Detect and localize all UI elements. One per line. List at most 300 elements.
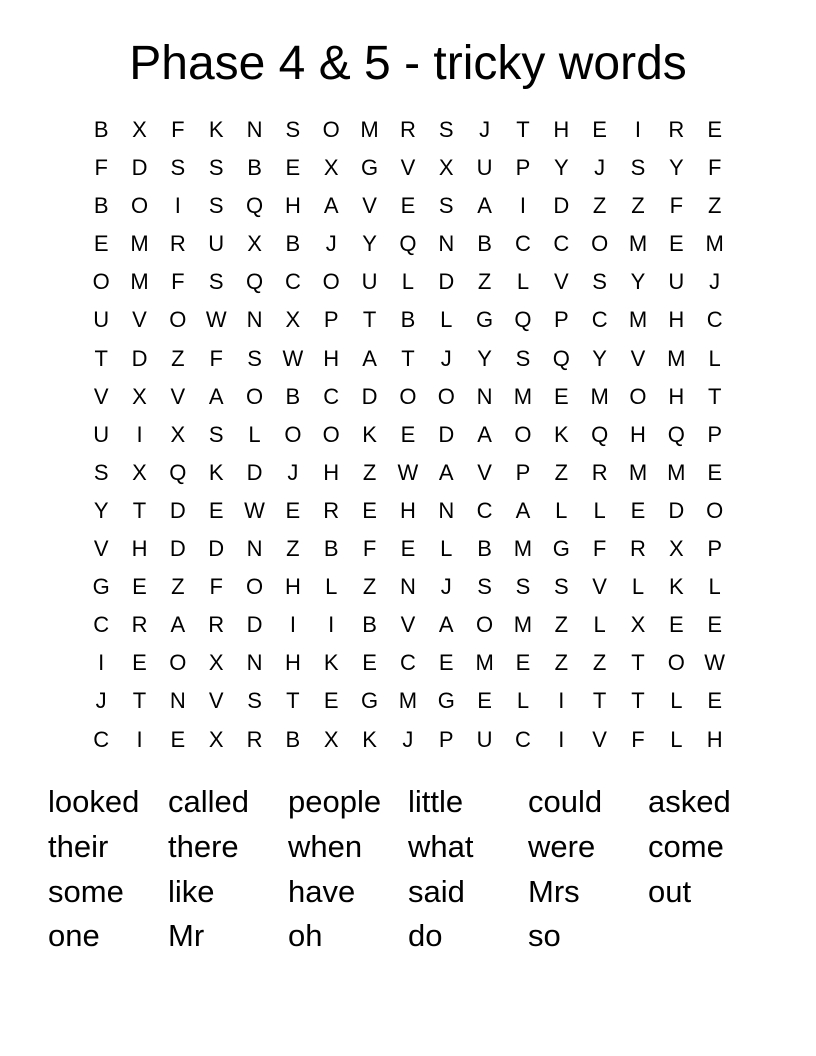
grid-letter: X [323,155,339,181]
grid-letter: S [247,345,262,371]
grid-letter: H [399,497,416,523]
grid-letter: Q [591,421,609,447]
grid-letter: I [558,726,565,752]
grid-letter: B [477,231,492,257]
grid-letter: R [208,612,225,638]
grid-letter: E [400,421,416,447]
grid-letter: W [397,459,419,485]
grid-letter: J [440,345,452,371]
grid-letter: H [630,421,646,447]
grid-letter: D [438,421,455,447]
grid-letter: D [246,459,263,485]
grid-letter: N [246,536,263,562]
grid-row [82,721,734,759]
grid-letter: S [477,574,492,600]
grid-letter: M [590,383,609,409]
grid-letter: O [322,269,340,295]
grid-letter: Y [93,497,109,523]
word-item: oh [288,918,323,954]
grid-letter: F [592,536,607,562]
grid-letter: J [709,269,721,295]
grid-letter: T [707,383,722,409]
grid-letter: V [553,269,569,295]
grid-letter: I [136,421,143,447]
grid-letter: M [705,231,724,257]
grid-letter: L [248,421,261,447]
grid-letter: X [132,459,147,485]
grid-letter: J [594,155,606,181]
word-item: said [408,873,465,909]
grid-letter: M [513,383,533,409]
grid-letter: K [362,726,377,752]
grid-letter: Y [362,231,377,257]
grid-letter: Q [514,307,532,333]
grid-letter: F [94,155,108,181]
grid-letter: O [437,383,455,409]
grid-letter: S [247,688,262,714]
grid-letter: X [438,155,454,181]
grid-letter: Z [554,459,569,485]
grid-letter: Z [171,574,185,600]
grid-letter: U [93,421,110,447]
grid-letter: C [706,307,723,333]
grid-letter: O [706,497,724,523]
grid-letter: F [209,345,223,371]
grid-letter: S [208,269,224,295]
grid-letter: X [208,726,224,752]
grid-row [82,378,734,416]
grid-letter: B [285,726,301,752]
grid-letter: J [95,688,107,714]
page-title: Phase 4 & 5 - tricky words [129,37,687,90]
grid-row [82,416,734,454]
grid-letter: E [285,497,301,523]
grid-letter: Z [554,612,569,638]
grid-letter: M [628,307,648,333]
grid-letter: U [476,155,493,181]
grid-letter: F [171,269,185,295]
grid-letter: V [630,345,646,371]
grid-letter: T [362,307,377,333]
grid-letter: V [400,612,416,638]
grid-letter: L [708,574,721,600]
grid-letter: C [284,269,301,295]
grid-letter: V [132,307,147,333]
grid-letter: N [246,117,263,142]
grid-row [82,492,734,530]
grid-letter: C [515,726,531,752]
grid-letter: K [553,421,569,447]
grid-letter: N [169,688,186,714]
grid-letter: L [593,612,606,638]
grid-letter: B [285,383,301,409]
grid-letter: E [668,612,684,638]
grid-letter: B [285,231,301,257]
word-item: looked [48,784,140,819]
grid-letter: D [131,155,148,181]
grid-row [82,530,734,568]
grid-letter: C [476,497,493,523]
word-list-row [48,914,788,959]
grid-letter: P [553,307,569,333]
grid-letter: G [361,688,379,714]
grid-letter: V [400,155,416,181]
grid-letter: L [555,497,568,523]
grid-letter: Y [477,345,492,371]
grid-letter: L [593,497,606,523]
grid-letter: X [323,726,339,752]
grid-letter: Z [592,193,607,219]
grid-letter: L [401,269,415,295]
word-item: when [288,828,363,864]
grid-letter: O [130,193,149,219]
grid-letter: D [208,536,225,562]
grid-letter: V [93,383,109,409]
grid-letter: E [93,231,109,257]
grid-letter: S [515,574,531,600]
grid-letter: T [94,345,108,371]
word-item: some [48,873,124,909]
grid-letter: P [707,536,723,562]
grid-letter: B [93,193,109,219]
grid-letter: H [284,574,301,600]
grid-letter: A [515,497,531,523]
grid-letter: T [132,688,147,714]
grid-letter: S [438,117,454,142]
grid-letter: G [476,307,494,333]
grid-letter: A [477,421,492,447]
grid-letter: S [208,155,224,181]
grid-letter: M [130,231,149,257]
grid-letter: Y [553,155,569,181]
grid-letter: O [591,231,609,257]
grid-letter: M [513,612,533,638]
grid-letter: A [208,383,224,409]
grid-letter: F [209,574,223,600]
grid-letter: J [402,726,414,752]
grid-letter: V [592,726,607,752]
grid-letter: G [361,155,379,181]
grid-letter: K [668,574,684,600]
word-item: do [408,918,443,954]
grid-row [82,225,734,263]
grid-letter: Q [245,193,264,219]
grid-letter: L [440,536,453,562]
grid-letter: F [631,726,645,752]
grid-letter: U [668,269,685,295]
grid-letter: H [284,193,301,219]
grid-letter: A [438,459,454,485]
grid-letter: V [208,688,224,714]
grid-letter: P [323,307,339,333]
grid-letter: F [362,536,377,562]
grid-letter: L [670,688,683,714]
grid-letter: I [289,612,296,638]
grid-letter: L [516,688,530,714]
grid-letter: V [592,574,607,600]
grid-letter: C [591,307,608,333]
grid-letter: B [93,117,109,142]
grid-letter: I [558,688,565,714]
grid-letter: B [323,536,339,562]
grid-letter: E [707,612,723,638]
grid-letter: M [360,117,379,142]
grid-letter: K [208,117,224,142]
grid-letter: H [323,459,340,485]
grid-row [82,263,734,301]
grid-letter: D [361,383,378,409]
grid-letter: D [169,497,186,523]
grid-letter: M [398,688,418,714]
grid-letter: E [362,497,377,523]
grid-letter: I [136,726,143,752]
grid-letter: M [513,536,533,562]
grid-letter: D [246,612,263,638]
grid-letter: D [131,345,148,371]
grid-letter: T [631,688,645,714]
grid-row [82,568,734,606]
grid-letter: H [131,536,148,562]
grid-letter: M [475,650,494,676]
grid-letter: O [284,421,302,447]
grid-letter: D [668,497,685,523]
grid-letter: U [208,231,225,257]
grid-letter: M [628,231,648,257]
word-item: what [408,828,474,864]
grid-letter: Y [592,345,607,371]
grid-letter: Z [362,459,377,485]
grid-letter: R [323,497,340,523]
grid-letter: H [668,307,685,333]
grid-letter: G [437,688,455,714]
grid-letter: E [592,117,607,142]
grid-letter: E [630,497,646,523]
grid-letter: O [322,117,340,142]
grid-letter: F [707,155,722,181]
grid-letter: E [438,650,454,676]
grid-letter: O [245,383,264,409]
grid-letter: T [401,345,415,371]
grid-letter: I [328,612,335,638]
grid-letter: R [668,117,685,142]
grid-row [82,149,734,187]
grid-letter: M [130,269,149,295]
grid-letter: Z [477,269,492,295]
grid-letter: E [285,155,301,181]
grid-letter: S [553,574,569,600]
grid-letter: J [325,231,337,257]
grid-letter: O [322,421,340,447]
grid-letter: R [246,726,263,752]
grid-letter: X [668,536,684,562]
grid-letter: T [286,688,300,714]
grid-letter: S [438,193,454,219]
grid-letter: H [706,726,723,752]
grid-letter: L [516,269,530,295]
word-list-row [48,780,788,825]
grid-letter: H [323,345,340,371]
grid-letter: L [708,345,721,371]
grid-letter: Q [399,231,417,257]
grid-letter: M [667,345,686,371]
grid-row [82,682,734,720]
grid-letter: P [515,459,531,485]
grid-letter: Q [245,269,264,295]
grid-letter: W [704,650,726,676]
grid-letter: O [92,269,110,295]
grid-letter: R [591,459,608,485]
grid-letter: K [208,459,224,485]
grid-letter: T [132,497,147,523]
grid-letter: R [630,536,646,562]
word-item: have [288,873,356,909]
grid-letter: E [208,497,224,523]
grid-letter: J [440,574,452,600]
word-item: come [648,828,724,864]
grid-letter: E [132,574,147,600]
grid-letter: T [516,117,530,142]
grid-letter: E [400,536,416,562]
grid-letter: C [323,383,340,409]
grid-letter: S [592,269,607,295]
grid-letter: X [132,383,147,409]
grid-letter: W [244,497,265,523]
grid-row [82,301,734,339]
grid-letter: E [477,688,492,714]
grid-row [82,111,734,149]
grid-letter: B [247,155,262,181]
grid-letter: Z [631,193,645,219]
grid-letter: E [515,650,531,676]
grid-letter: E [323,688,339,714]
grid-letter: R [169,231,186,257]
word-item: one [48,918,100,954]
grid-letter: F [669,193,684,219]
word-item: like [168,873,215,909]
grid-letter: V [93,536,109,562]
grid-letter: E [707,117,723,142]
grid-letter: E [132,650,147,676]
grid-letter: J [287,459,299,485]
grid-letter: V [170,383,186,409]
grid-letter: X [170,421,186,447]
grid-letter: C [553,231,570,257]
grid-letter: E [170,726,186,752]
grid-letter: C [93,612,110,638]
grid-letter: G [552,536,570,562]
grid-letter: C [399,650,416,676]
grid-letter: P [707,421,723,447]
grid-letter: O [667,650,685,676]
grid-letter: X [630,612,646,638]
grid-letter: O [169,650,187,676]
grid-letter: D [438,269,455,295]
grid-letter: G [92,574,110,600]
grid-letter: H [553,117,570,142]
grid-letter: X [247,231,262,257]
grid-letter: H [284,650,301,676]
grid-letter: S [208,193,224,219]
grid-letter: Y [630,269,646,295]
word-item: asked [648,784,731,819]
grid-letter: Z [286,536,300,562]
grid-letter: S [630,155,646,181]
grid-letter: N [438,231,455,257]
grid-letter: E [400,193,416,219]
word-list-row [48,870,788,915]
grid-letter: K [362,421,377,447]
grid-letter: L [325,574,338,600]
grid-letter: Z [707,193,722,219]
grid-letter: J [479,117,491,142]
grid-letter: A [438,612,454,638]
grid-letter: A [323,193,339,219]
grid-letter: E [707,459,723,485]
grid-row [82,454,734,492]
grid-letter: S [285,117,301,142]
grid-letter: O [476,612,494,638]
grid-letter: X [132,117,147,142]
word-list-row [48,825,788,870]
grid-letter: E [553,383,569,409]
word-item: their [48,828,109,864]
grid-letter: S [93,459,109,485]
word-item: out [648,873,692,909]
grid-letter: Q [169,459,187,485]
grid-letter: N [438,497,455,523]
word-item: could [528,784,603,819]
grid-letter: E [668,231,684,257]
grid-letter: L [670,726,683,752]
grid-letter: T [631,650,645,676]
grid-letter: Y [668,155,684,181]
grid-letter: O [169,307,187,333]
grid-letter: X [208,650,224,676]
grid-letter: H [668,383,685,409]
grid-row [82,606,734,644]
grid-letter: B [362,612,377,638]
word-item: there [168,828,239,864]
grid-letter: L [631,574,645,600]
word-item: people [288,784,382,819]
grid-letter: I [519,193,527,219]
grid-letter: S [515,345,531,371]
word-item: called [168,784,249,819]
grid-row [82,187,734,225]
grid-letter: R [399,117,416,142]
grid-letter: D [553,193,570,219]
word-item: Mr [168,918,205,954]
grid-letter: O [514,421,532,447]
grid-letter: V [362,193,377,219]
grid-letter: I [98,650,105,676]
grid-letter: P [438,726,454,752]
grid-letter: D [169,536,186,562]
grid-letter: Q [667,421,685,447]
grid-row [82,340,734,378]
letter-grid [82,111,734,759]
grid-letter: N [476,383,493,409]
word-list [48,780,788,959]
grid-letter: Q [552,345,570,371]
grid-letter: B [477,536,492,562]
grid-letter: S [208,421,224,447]
grid-letter: O [629,383,647,409]
grid-letter: O [245,574,264,600]
grid-letter: B [400,307,416,333]
grid-letter: Z [554,650,569,676]
grid-letter: Z [362,574,377,600]
